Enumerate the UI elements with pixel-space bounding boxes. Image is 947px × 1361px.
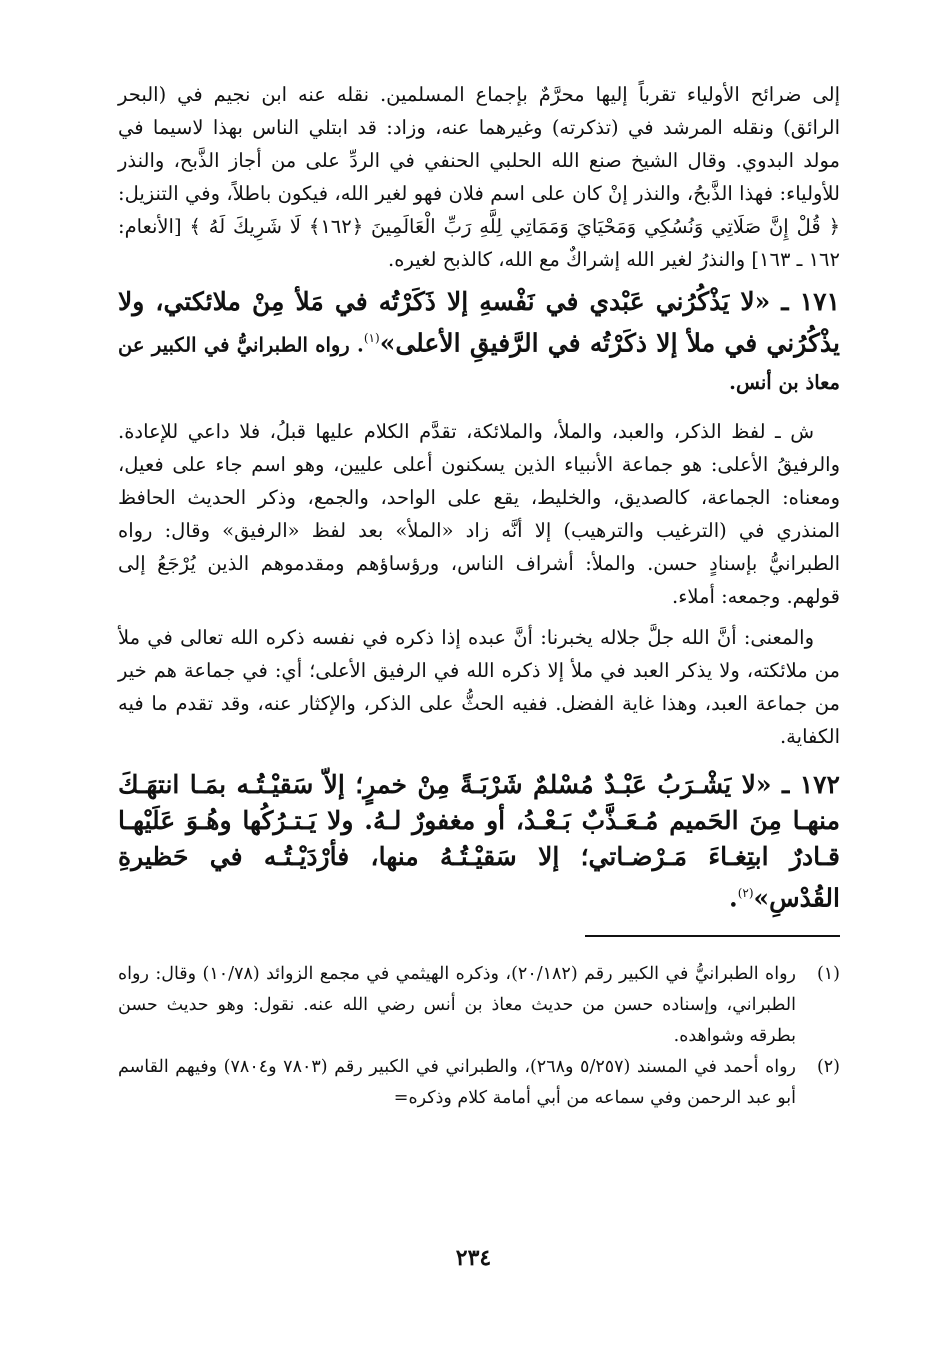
footnote-2-text: رواه أحمد في المسند (٥/٢٥٧ و٢٦٨)، والطبراني في الكبير رقم (٧٨٠٣ و٧٨٠٤) وفيهم القاسم أبو عبد الرحمن وفي سماعه من أبي أمامة كلام وذكره=	[118, 1056, 796, 1108]
sharh-171-paragraph-1: ش ـ لفظ الذكر، والعبد، والملأ، والملائكة، تقدَّم الكلام عليها قبلُ، فلا داعي للإعادة. والرفيقُ الأعلى: هو جماعة الأنبياء الذين يسكنون أعلى عليين، وهو اسم جاء على فعيل، ومعناه: الجماعة، كالصديق، والخليط، يقع على الواحد، والجمع، وذكر الحديث الحافظ المنذري في (الترغيب والترهيب) إلا أنَّه زاد «الملأ» بعد لفظ «الرفيق» وقال: رواه الطبرانيُّ بإسنادٍ حسن. والملأ: أشراف الناس، ورؤساؤهم ومقدموهم الذين يُرْجَعُ إلى قولهم. وجمعه: أملاء.	[118, 420, 840, 609]
hadith-171	[118, 284, 840, 401]
hadith-172-text: ١٧٢ ـ «لا يَشْـرَبُ عَبْـدٌ مُسْلمٌ شَرْبَـةً مِنْ خمرٍ؛ إلاّ سَقيْـتُـه بمَـا انتهَـكَ منهـا مِنَ الحَميم مُـعَـذَّبٌ بَـعْـدُ، أو مغفورٌ لـهُ. ولا يَـتـرُكُها وهُـوَ عَلَيْهـا قـادرٌ ابتِغـاءَ مَـرْضـاتي؛ إلا سَقيْـتُـهُ منها، فأرْدَيْـتُـه في حَظيرةِ القُدْسِ»	[118, 770, 840, 913]
page-number: ٢٣٤	[455, 1245, 492, 1271]
intro-paragraph: إلى ضرائح الأولياء تقرباً إليها محرَّمٌ بإجماع المسلمين. نقله عنه ابن نجيم في (البحر الرائق) ونقله المرشد في (تذكرته) وغيرهما عنه، وزاد: قد ابتلي الناس بهذا لاسيما في مولد البدوي. وقال الشيخ صنع الله الحلبي الحنفي في الردِّ على من أجاز الذَّبح، والنذر للأولياء: فهذا الذَّبحُ، والنذر إنْ كان على اسم فلان فهو لغير الله، فيكون باطلاً، وفي التنزيل: ﴿ قُلْ إِنَّ صَلَاتِي وَنُسُكِي وَمَحْيَايَ وَمَمَاتِي لِلَّهِ رَبِّ الْعَالَمِينَ ﴿١٦٢﴾ لَا شَرِيكَ لَهُ ﴾ [الأنعام: ١٦٢ ـ ١٦٣] والنذرُ لغير الله إشراكٌ مع الله، كالذبح لغيره.	[118, 83, 840, 271]
footnote-2-number: (٢)	[816, 1056, 840, 1077]
hadith-171-text: ١٧١ ـ «لا يَذْكُرُني عَبْدي في نَفْسهِ إلا ذَكَرْتُه في مَلأ مِنْ ملائكتي، ولا يذْكُرُني في ملأ إلا ذكَرْتُه في الرَّفيقِ الأعلى»	[118, 287, 840, 358]
footnote-1-text: رواه الطبرانيُّ في الكبير رقم (٢٠/١٨٢)، وذكره الهيثمي في مجمع الزوائد (١٠/٧٨) وقال: رواه الطبراني، وإسناده حسن من حديث معاذ بن أنس رضي الله عنه. نقول: وهو حديث حسن بطرقه وشواهده.	[118, 963, 796, 1046]
footnote-divider	[585, 935, 840, 937]
sharh-171-paragraph-2: والمعنى: أنَّ الله جلَّ جلاله يخبرنا: أنَّ عبده إذا ذكره في نفسه ذكره الله تعالى في ملأ من ملائكته، ولا يذكر العبد في ملأ إلا ذكره الله في الرفيق الأعلى؛ أي: في جماعة هم خير من جماعة العبد، وهذا غاية الفضل. ففيه الحثُّ على الذكر، والإكثار عنه، وقد تقدم ما فيه الكفاية.	[118, 626, 840, 749]
page-content	[118, 78, 840, 1114]
hadith-171-source: . رواه الطبرانيُّ في الكبير عن معاذ بن أنس.	[118, 333, 840, 395]
footnote-ref-1: (١)	[363, 331, 380, 345]
footnote-ref-2: (٢)	[737, 886, 754, 901]
footnote-1	[118, 959, 840, 1052]
footnote-2	[118, 1052, 840, 1114]
hadith-172	[118, 767, 840, 916]
hadith-172-end: .	[728, 883, 738, 913]
footnote-1-number: (١)	[816, 963, 840, 984]
